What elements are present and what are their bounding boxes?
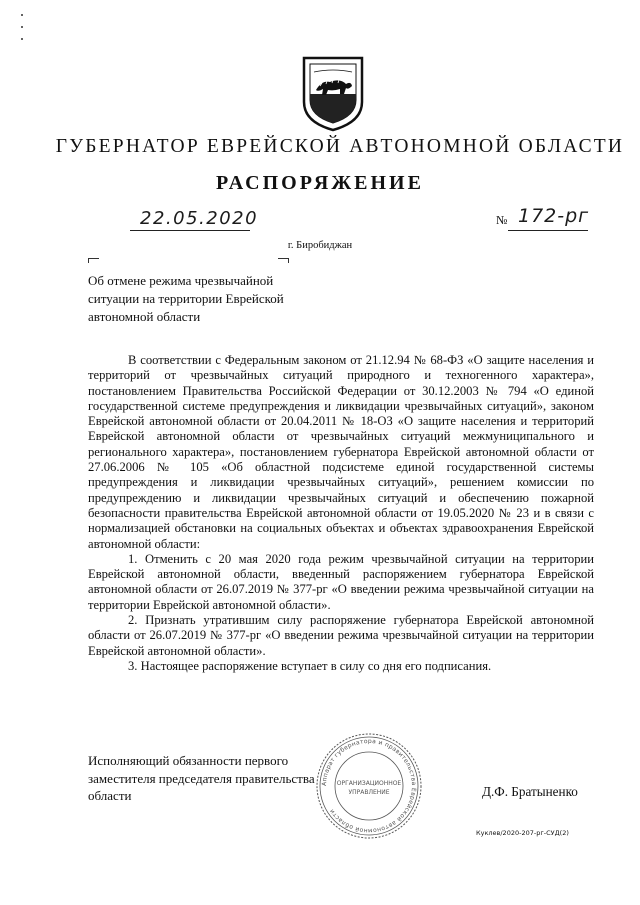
- organization-title: ГУБЕРНАТОР ЕВРЕЙСКОЙ АВТОНОМНОЙ ОБЛАСТИ: [55, 136, 625, 157]
- city-label: г. Биробиджан: [287, 240, 353, 251]
- signer-name: Д.Ф. Братыненко: [482, 784, 578, 799]
- official-stamp: [313, 730, 425, 842]
- document-type-title: РАСПОРЯЖЕНИЕ: [216, 172, 424, 194]
- date-underline: [130, 230, 250, 231]
- stamp-center-line-1: ОРГАНИЗАЦИОННОЕ: [336, 780, 402, 787]
- body-item-2: 2. Признать утратившим силу распоряжение губернатора Еврейской автономной области от 26.07.2019 № 377-рг «О введении режима чрезвычайной ситуации на территории Еврейской автономной области».: [88, 613, 594, 658]
- coat-of-arms-icon: [296, 50, 370, 134]
- number-underline: [508, 230, 588, 231]
- margin-marks: [20, 14, 28, 54]
- subject-corner-right: [278, 258, 289, 263]
- document-body: [88, 353, 594, 674]
- body-preamble: В соответствии с Федеральным законом от 21.12.94 № 68-ФЗ «О защите населения и территорий от чрезвычайных ситуаций природного и техногенного характера», постановлением Правительства Российской Федерации от 30.12.2003 № 794 «О единой государственной системе предупреждения и ликвидации чрезвычайных ситуаций», законом Еврейской автономной области от 20.04.2011 № 18-ОЗ «О защите населения и территорий Еврейской автономной области от чрезвычайных ситуаций межмуниципального и регионального характера», постановлением губернатора Еврейской автономной области от 27.06.2006 № 105 «Об областной подсистеме единой государственной системы предупреждения и ликвидации чрезвычайных ситуаций», решением комиссии по предупреждению и ликвидации чрезвычайных ситуаций и обеспечению пожарной безопасности правительства Еврейской автономной области от 19.05.2020 № 23 и в связи с нормализацией обстановки на социальных объектах и объектах здравоохранения Еврейской автономной области:: [88, 353, 594, 551]
- document-date: 22.05.2020: [140, 208, 259, 229]
- body-item-1: 1. Отменить с 20 мая 2020 года режим чрезвычайной ситуации на территории Еврейской автономной области, введенный распоряжением губернатора Еврейской автономной области от 26.07.2019 № 377-рг «О введении режима чрезвычайной ситуации на территории Еврейской автономной области».: [88, 551, 594, 612]
- stamp-ring-text: Аппарат губернатора и правительства Еврейской автономной области: [320, 737, 418, 835]
- subject-corner-left: [88, 258, 99, 263]
- document-number: 172-рг: [518, 205, 590, 227]
- executor-reference: Куклев/2020-207-рг-СУД(2): [476, 829, 569, 837]
- body-item-3: 3. Настоящее распоряжение вступает в силу со дня его подписания.: [128, 658, 492, 673]
- stamp-center-line-2: УПРАВЛЕНИЕ: [348, 789, 390, 796]
- number-sign: №: [496, 213, 508, 227]
- document-subject: Об отмене режима чрезвычайной ситуации на территории Еврейской автономной области: [88, 273, 284, 324]
- signer-position: Исполняющий обязанности первого заместителя председателя правительства области: [88, 753, 315, 803]
